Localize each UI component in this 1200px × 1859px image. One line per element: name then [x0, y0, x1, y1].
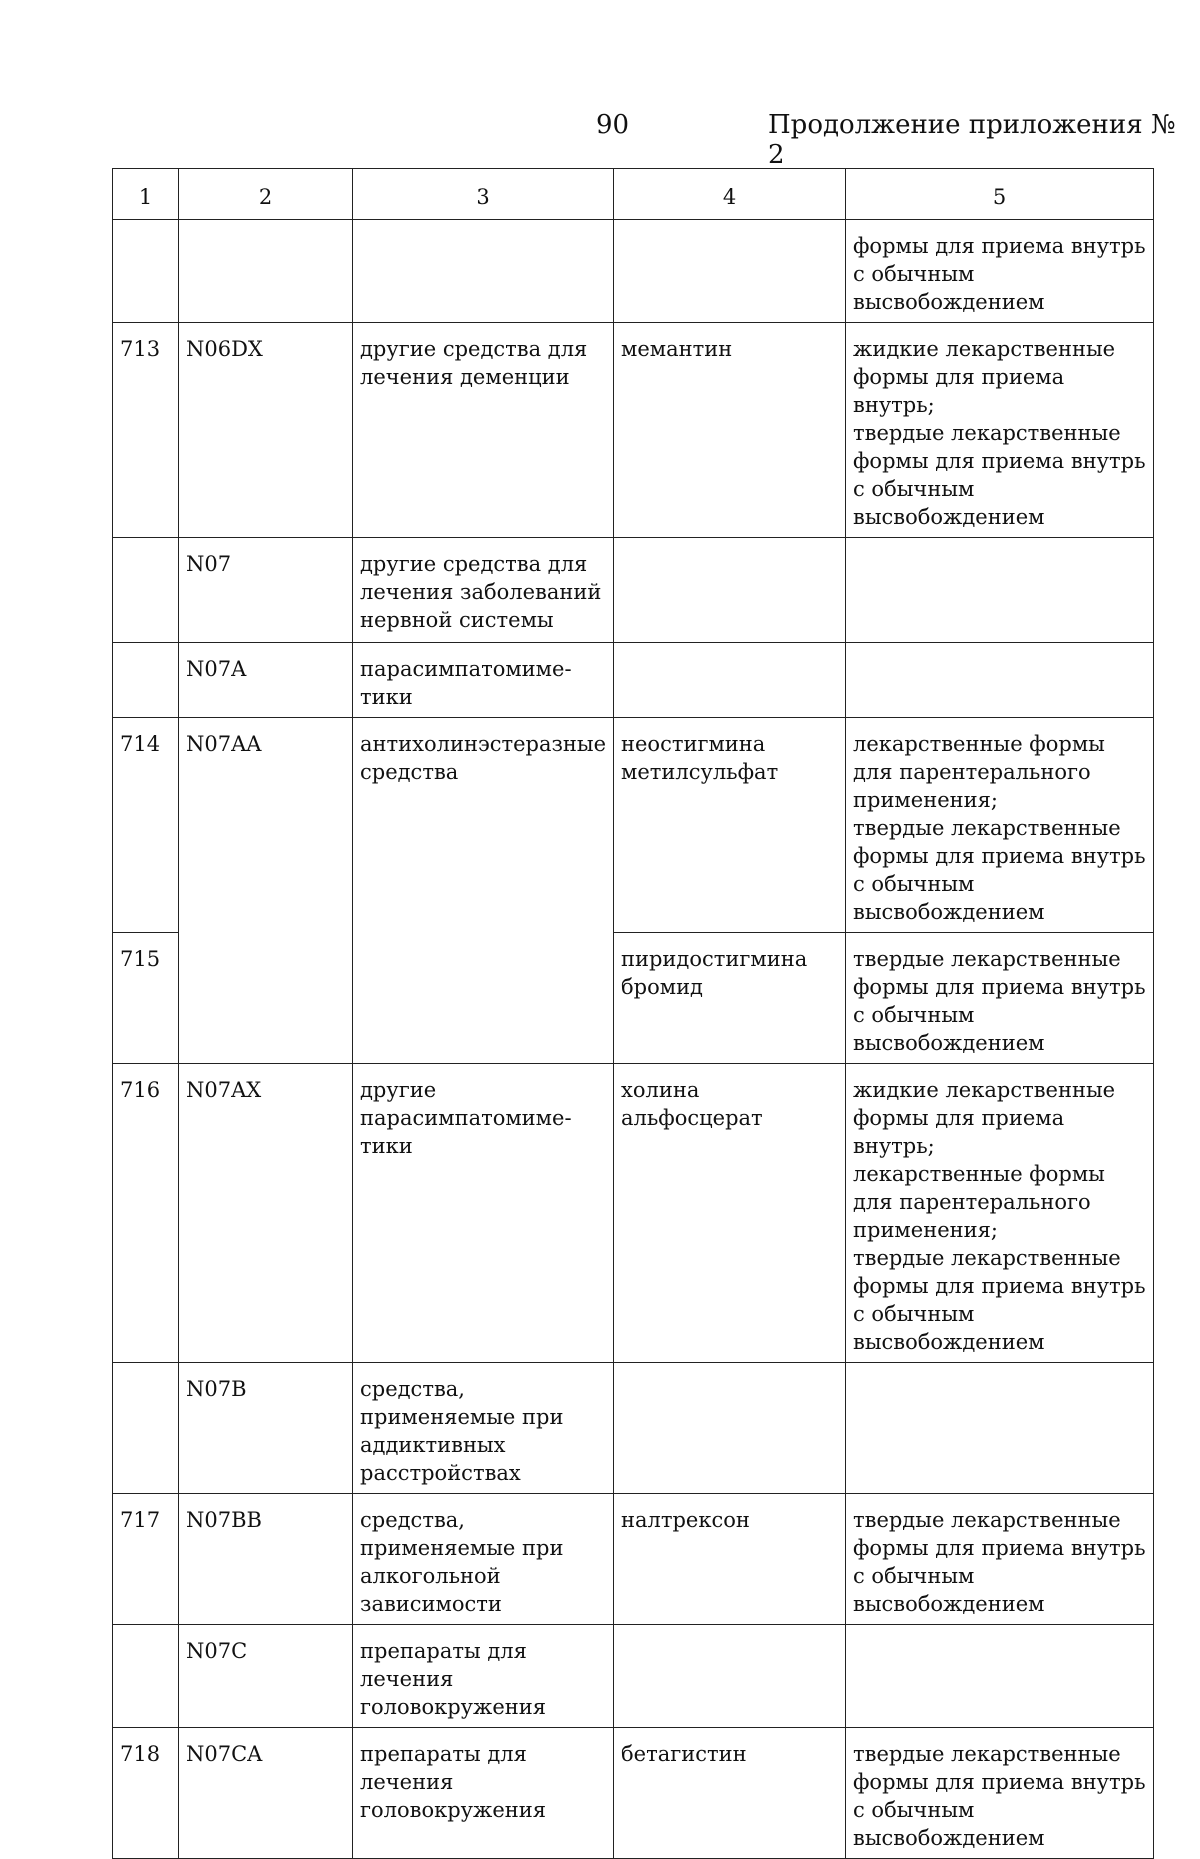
- drug-list-table: [112, 168, 1154, 1859]
- row-number: 718: [113, 1728, 179, 1859]
- row-number: 713: [113, 323, 179, 538]
- row-number: [113, 538, 179, 643]
- dosage-form: твердые лекарственные формы для приема внутрь с обычным высвобождением: [846, 1728, 1154, 1859]
- atc-code: N07: [179, 538, 353, 643]
- dosage-form: [846, 1625, 1154, 1728]
- drug-name: налтрексон: [614, 1494, 846, 1625]
- row-number: 715: [113, 933, 179, 1064]
- dosage-form: твердые лекарственные формы для приема внутрь с обычным высвобождением: [846, 1494, 1154, 1625]
- drug-name: бетагистин: [614, 1728, 846, 1859]
- row-number: 717: [113, 1494, 179, 1625]
- atc-code: N07B: [179, 1363, 353, 1494]
- atc-group: другие средства для лечения заболеваний нервной системы: [353, 538, 614, 643]
- row-number: [113, 643, 179, 718]
- dosage-form: твердые лекарственные формы для приема внутрь с обычным высвобождением: [846, 933, 1154, 1064]
- column-number-row: [113, 169, 1154, 220]
- table-row: [113, 323, 1154, 538]
- drug-name: [614, 538, 846, 643]
- drug-name: мемантин: [614, 323, 846, 538]
- drug-name: неостигмина метилсульфат: [614, 718, 846, 933]
- drug-name: [614, 1625, 846, 1728]
- drug-name: [614, 220, 846, 323]
- table-row: [113, 1494, 1154, 1625]
- table-row: [113, 1625, 1154, 1728]
- atc-code: N07A: [179, 643, 353, 718]
- drug-name: пиридостигмина бромид: [614, 933, 846, 1064]
- row-number: 716: [113, 1064, 179, 1363]
- atc-group: другие средства для лечения деменции: [353, 323, 614, 538]
- dosage-form: [846, 538, 1154, 643]
- atc-code: N07AX: [179, 1064, 353, 1363]
- atc-group: препараты для лечения головокружения: [353, 1728, 614, 1859]
- atc-code: [179, 220, 353, 323]
- dosage-form: формы для приема внутрь с обычным высвобождением: [846, 220, 1154, 323]
- page-header-title: Продолжение приложения № 2: [768, 110, 1176, 170]
- column-header: 1: [113, 169, 179, 220]
- atc-group: препараты для лечения головокружения: [353, 1625, 614, 1728]
- table-row: [113, 1064, 1154, 1363]
- atc-group: антихолинэстеразные средства: [353, 718, 614, 1064]
- table-row: [113, 538, 1154, 643]
- table-row: [113, 1363, 1154, 1494]
- column-header: 5: [846, 169, 1154, 220]
- atc-group: [353, 220, 614, 323]
- dosage-form: жидкие лекарственные формы для приема внутрь; лекарственные формы для парентерального применения; твердые лекарственные формы для приема внутрь с обычным высвобождением: [846, 1064, 1154, 1363]
- drug-name: холина альфосцерат: [614, 1064, 846, 1363]
- column-header: 2: [179, 169, 353, 220]
- dosage-form: [846, 1363, 1154, 1494]
- atc-code: N07AA: [179, 718, 353, 1064]
- drug-name: [614, 643, 846, 718]
- row-number: 714: [113, 718, 179, 933]
- atc-code: N07CA: [179, 1728, 353, 1859]
- table-row: [113, 220, 1154, 323]
- page-number: 90: [596, 110, 630, 140]
- dosage-form: жидкие лекарственные формы для приема внутрь; твердые лекарственные формы для приема внутрь с обычным высвобождением: [846, 323, 1154, 538]
- row-number: [113, 220, 179, 323]
- row-number: [113, 1625, 179, 1728]
- atc-code: N07BB: [179, 1494, 353, 1625]
- column-header: 4: [614, 169, 846, 220]
- atc-code: N06DX: [179, 323, 353, 538]
- column-header: 3: [353, 169, 614, 220]
- dosage-form: [846, 643, 1154, 718]
- table-row: [113, 718, 1154, 933]
- drug-name: [614, 1363, 846, 1494]
- table-row: [113, 643, 1154, 718]
- dosage-form: лекарственные формы для парентерального применения; твердые лекарственные формы для приема внутрь с обычным высвобождением: [846, 718, 1154, 933]
- atc-group: другие парасимпатомиме-тики: [353, 1064, 614, 1363]
- row-number: [113, 1363, 179, 1494]
- atc-group: средства, применяемые при аддиктивных расстройствах: [353, 1363, 614, 1494]
- atc-group: парасимпатомиме-тики: [353, 643, 614, 718]
- atc-group: средства, применяемые при алкогольной зависимости: [353, 1494, 614, 1625]
- table-row: [113, 1728, 1154, 1859]
- atc-code: N07C: [179, 1625, 353, 1728]
